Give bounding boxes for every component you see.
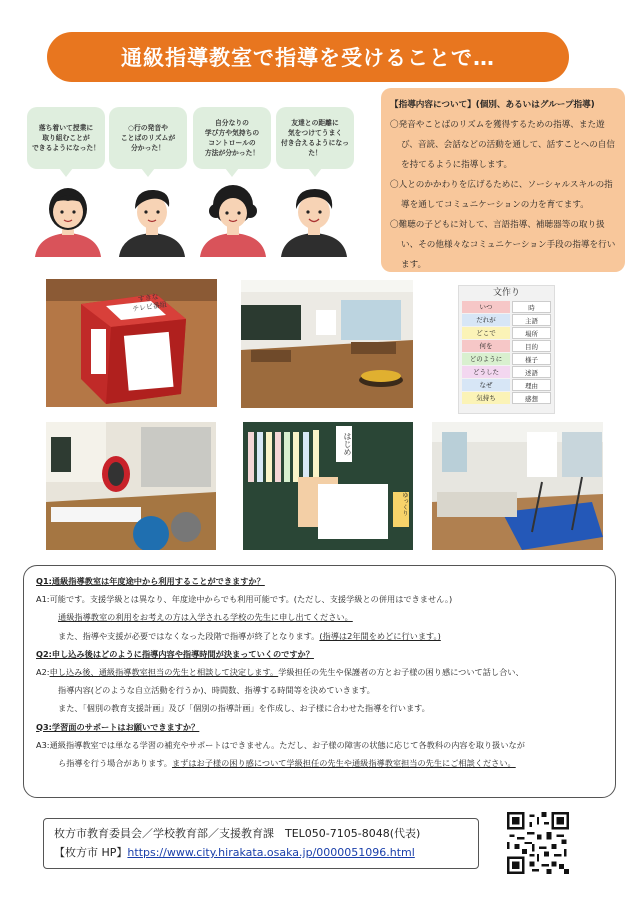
photo-play-room [46, 422, 216, 550]
faq-a2-line3: また、「個別の教育支援計画」及び「個別の指導計画」を作成し、お子様に合わせた指導を行います。 [58, 703, 430, 714]
board-row [462, 327, 551, 339]
chalkboard-title: はじめ [336, 426, 352, 462]
child-girl-illustration [33, 177, 103, 257]
board-row-question: どこで [462, 327, 510, 339]
guidance-item-2: 〇人とのかかわりを広げるために、ソーシャルスキルの指導を通してコミュニケーションの力を育てます。 [390, 180, 613, 210]
chalkboard-side-label: ゆっくり [401, 492, 408, 516]
faq-a1-line3 [36, 627, 603, 645]
faq-q3: Q3:学習面のサポートはお願いできますか？ [36, 721, 200, 732]
board-row-question: いつ [462, 301, 510, 313]
photo-chalkboard [243, 422, 413, 550]
faq-a2-underlined: 申し込み後、通級指導教室担当の先生と相談して決定します。 [49, 667, 279, 678]
board-row [462, 340, 551, 352]
faq-a1: A1:可能です。支援学級とは異なり、年度途中からでも利用可能です。(ただし、支援学級との併用はできません。) [36, 594, 453, 605]
photo-therapy-room [432, 422, 603, 550]
board-row-question: だれが [462, 314, 510, 326]
board-row [462, 301, 551, 313]
faq-a1-line3b: (指導は2年間をめどに行います。) [319, 630, 441, 641]
child-curly-illustration [198, 177, 268, 257]
board-row [462, 366, 551, 378]
contact-line: 枚方市教育委員会／学校教育部／支援教育課 TEL050-7105-8048(代表) [54, 827, 421, 840]
board-row-label: 述語 [512, 366, 551, 378]
board-title: 文作り [492, 288, 520, 298]
faq-a3-line2 [36, 754, 603, 772]
qr-code-icon[interactable] [507, 812, 569, 874]
page-title: 通級指導教室で指導を受けることで… [47, 32, 569, 82]
faq-a2-line2: 指導内容(どのような自立活動を行うか)、時間数、指導する時間等を決めていきます。 [58, 685, 375, 696]
faq-a1-line2: 通級指導教室の利用をお考えの方は入学される学校の先生に申し出てください。 [58, 612, 353, 623]
board-row-question: 何を [462, 340, 510, 352]
board-row-label: 場所 [512, 327, 551, 339]
guidance-item-1: 〇発音やことばのリズムを獲得するための指導、また遊び、音読、会話などの活動を通して、話すことへの自信を持てるように指導します。 [390, 120, 615, 170]
faq-a3: A3:通級指導教室では単なる学習の補充やサポートはできません。ただし、お子様の障害の状態に応じて各教科の内容を取り扱いなが [36, 739, 525, 750]
contact-footer [43, 818, 479, 869]
photo-sentence-board [458, 285, 555, 414]
faq-a3-line2a: ら指導を行う場合があります。 [58, 758, 172, 769]
hp-link[interactable]: https://www.city.hirakata.osaka.jp/0000051096.html [127, 846, 415, 859]
board-row-label: 時 [512, 301, 551, 313]
faq-section [23, 565, 616, 798]
child-boy-illustration [117, 177, 187, 257]
board-row [462, 314, 551, 326]
board-row-label: 様子 [512, 353, 551, 365]
faq-a1-line3a: また、指導や支援が必要ではなくなった段階で指導が終了となります。 [58, 630, 320, 641]
photo-topic-dice [46, 279, 217, 407]
speech-bubble-1: 落ち着いて授業に 取り組むことが できるようになった！ [27, 107, 105, 169]
faq-a2 [36, 663, 603, 681]
board-rows [459, 301, 554, 404]
guidance-title: 【指導内容について】(個別、あるいはグループ指導) [390, 100, 595, 110]
speech-bubble-2: ○行の発音や ことばのリズムが 分かった！ [109, 107, 187, 169]
hp-line [54, 843, 478, 862]
faq-a3-line2b: まずはお子様の困り感について学級担任の先生や通級指導教室担当の先生にご相談ください。 [171, 758, 516, 769]
board-row [462, 379, 551, 391]
guidance-item-3: 〇難聴の子どもに対して、言語指導、補聴器等の取り扱い、その他様々なコミュニケーション手段の指導を行います。 [390, 220, 616, 270]
speech-bubble-3: 自分なりの 学び方や気持ちの コントロールの 方法が分かった！ [193, 107, 271, 169]
board-row-question: なぜ [462, 379, 510, 391]
board-row-label: 目的 [512, 340, 551, 352]
speech-bubble-4: 友達との距離に 気をつけてうまく 付き合えるようになった！ [276, 107, 354, 169]
hp-label: 【枚方市 HP】 [54, 846, 128, 859]
board-row-question: どうした [462, 366, 510, 378]
photo-classroom [241, 280, 413, 408]
guidance-content-box [381, 88, 625, 272]
board-row-label: 理由 [512, 379, 551, 391]
faq-a2-rest: 学級担任の先生や保護者の方とお子様の困り感について話し合い、 [278, 667, 524, 678]
board-row [462, 392, 551, 404]
dice-label: すきな テレビ番組 [131, 292, 168, 314]
faq-q1: Q1:通級指導教室は年度途中から利用することができますか？ [36, 576, 265, 586]
faq-a2-prefix: A2: [36, 667, 50, 678]
faq-q2: Q2:申し込み後はどのように指導内容や指導時間が決まっていくのですか？ [36, 648, 314, 659]
child-boy2-illustration [279, 177, 349, 257]
board-row-question: どのように [462, 353, 510, 365]
board-row-label: 主語 [512, 314, 551, 326]
board-row-question: 気持ち [462, 392, 510, 404]
board-row [462, 353, 551, 365]
board-row-label: 感想 [512, 392, 551, 404]
